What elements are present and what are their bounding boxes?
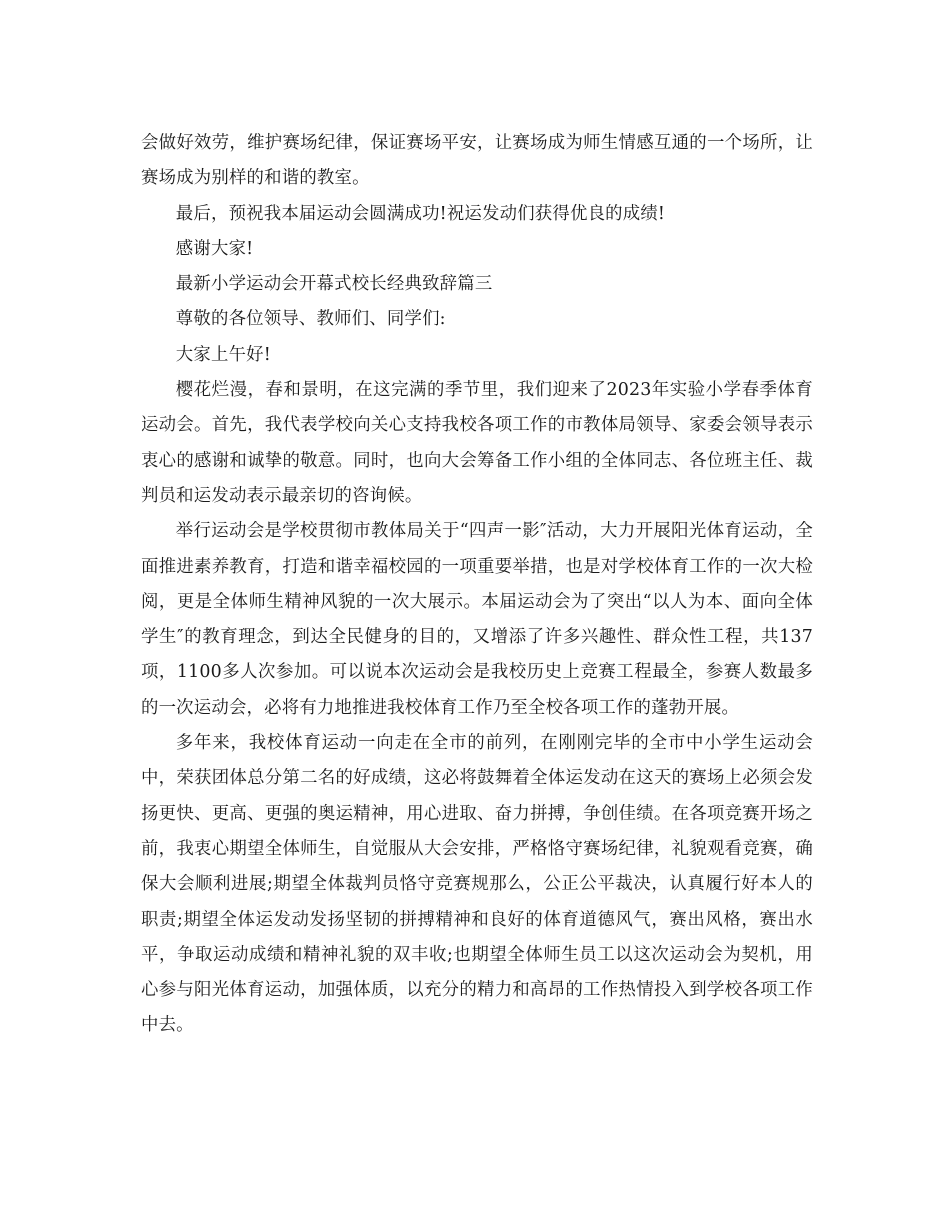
paragraph-closing-wish: 最后，预祝我本届运动会圆满成功!祝运发动们获得优良的成绩!: [175, 203, 666, 224]
paragraph-opening: 樱花烂漫，春和景明，在这完满的季节里，我们迎来了2023年实验小学春季体育运动会。首先，我代表学校向关心支持我校各项工作的市教体局领导、家委会领导表示衷心的感谢和诚挚的敬意。同时，也向大会筹备工作小组的全体同志、各位班主任、裁判员和运发动表示最亲切的咨询候。: [141, 380, 813, 506]
document-body: [141, 126, 813, 1044]
paragraph-continued: 会做好效劳，维护赛场纪律，保证赛场平安，让赛场成为师生情感互通的一个场所，让赛场成为别样的和谐的教室。: [141, 133, 813, 189]
paragraph-greeting: 大家上午好!: [175, 344, 271, 365]
paragraph-thanks: 感谢大家!: [175, 238, 254, 259]
paragraph-purpose: 举行运动会是学校贯彻市教体局关于“四声一影″活动，大力开展阳光体育运动，全面推进素养教育，打造和谐幸福校园的一项重要举措，也是对学校体育工作的一次大检阅，更是全体师生精神风貌的一次大展示。本届运动会为了突出“以人为本、面向全体学生″的教育理念，到达全民健身的目的，又增添了许多兴趣性、群众性工程，共137项，1100多人次参加。可以说本次运动会是我校历史上竞赛工程最全，参赛人数最多的一次运动会，必将有力地推进我校体育工作乃至全校各项工作的蓬勃开展。: [141, 521, 813, 718]
paragraph-expectations: 多年来，我校体育运动一向走在全市的前列，在刚刚完毕的全市中小学生运动会中，荣获团体总分第二名的好成绩，这必将鼓舞着全体运发动在这天的赛场上必须会发扬更快、更高、更强的奥运精神，用心进取、奋力拼搏，争创佳绩。在各项竞赛开场之前，我衷心期望全体师生，自觉服从大会安排，严格恪守赛场纪律，礼貌观看竞赛，确保大会顺利进展;期望全体裁判员恪守竞赛规那么，公正公平裁决，认真履行好本人的职责;期望全体运发动发扬坚韧的拼搏精神和良好的体育道德风气，赛出风格，赛出水平，争取运动成绩和精神礼貌的双丰收;也期望全体师生员工以这次运动会为契机，用心参与阳光体育运动，加强体质，以充分的精力和高昂的工作热情投入到学校各项工作中去。: [141, 733, 813, 1036]
paragraph-salutation: 尊敬的各位领导、教师们、同学们:: [175, 309, 446, 330]
section-title: 最新小学运动会开幕式校长经典致辞篇三: [175, 274, 493, 295]
